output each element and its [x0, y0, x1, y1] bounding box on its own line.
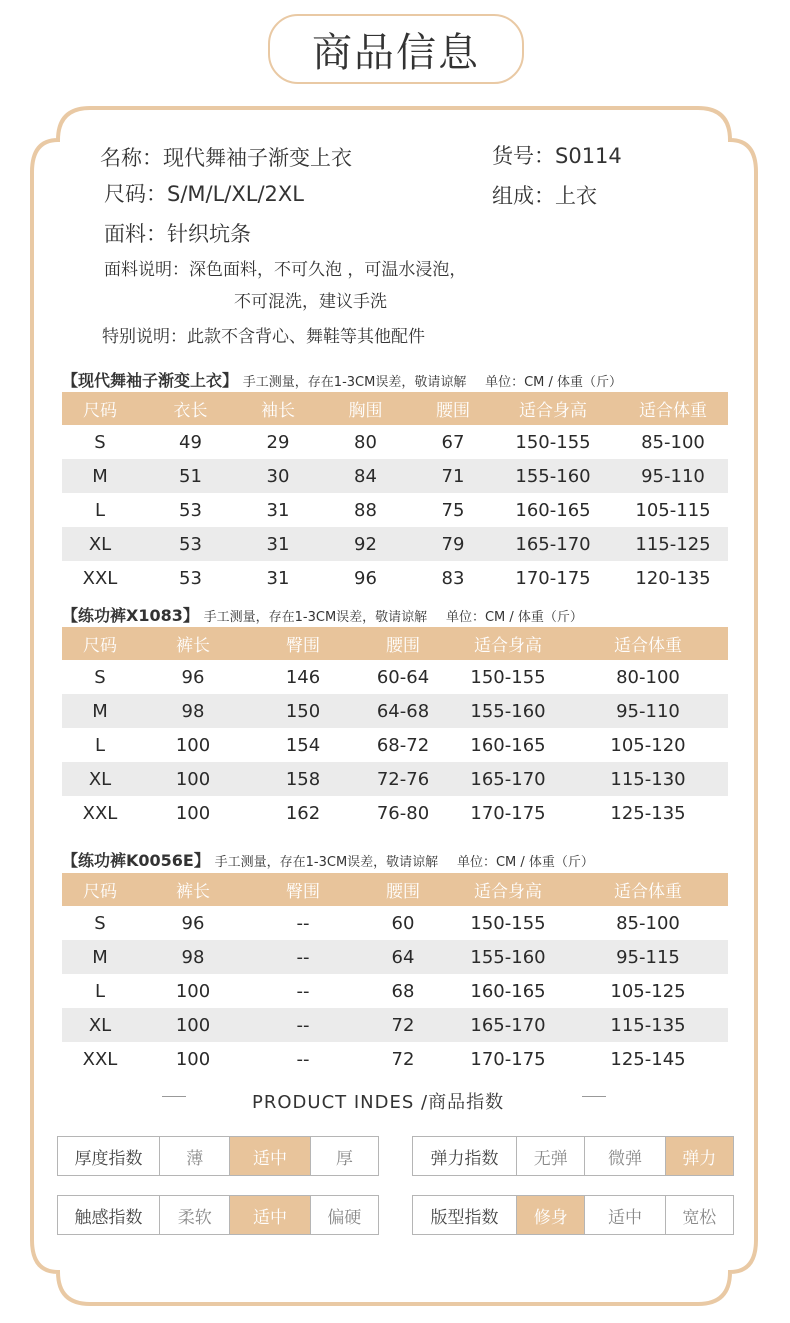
- table-cell: 85-100: [616, 912, 680, 934]
- index-label: 弹力指数: [413, 1137, 517, 1175]
- table-cell: 49: [179, 431, 202, 453]
- size-table-bottom: [62, 873, 728, 1076]
- table-cell: 100: [138, 762, 248, 796]
- index-label: 版型指数: [413, 1196, 517, 1234]
- table-cell: 80-100: [616, 666, 680, 688]
- table-cell: 170-175: [515, 567, 591, 589]
- table-cell: --: [296, 1048, 310, 1070]
- table-1-caption: [62, 368, 622, 391]
- table-cell: 160-165: [470, 734, 546, 756]
- table-cell: 95-115: [568, 940, 728, 974]
- table-cell: 160-165: [515, 499, 591, 521]
- size-list: 尺码：S/M/L/XL/2XL: [104, 182, 304, 206]
- table-cell: 120-135: [635, 567, 711, 589]
- table-cell: M: [62, 940, 138, 974]
- index-label: 厚度指数: [58, 1137, 160, 1175]
- table-3-note: 手工测量，存在1-3CM误差，敬请谅解: [214, 855, 439, 870]
- header-cell: 裤长: [138, 873, 248, 906]
- table-cell: 105-120: [610, 734, 686, 756]
- table-cell: 96: [181, 912, 205, 934]
- table-cell: 98: [138, 694, 248, 728]
- table-3-name: 【练功裤K0056E】: [62, 851, 210, 870]
- table-cell: 154: [285, 734, 321, 756]
- table-cell: 83: [441, 567, 465, 589]
- fit-index: [412, 1195, 734, 1235]
- table-2-name: 【练功裤X1083】: [62, 606, 199, 625]
- index-option-selected: 适中: [230, 1196, 310, 1234]
- header-cell: 尺码: [62, 392, 138, 425]
- table-cell: 100: [175, 802, 211, 824]
- table-row: [62, 660, 728, 694]
- table-row: [62, 906, 728, 940]
- table-cell: S: [94, 912, 106, 934]
- table-3-unit: 单位：CM / 体重（斤）: [456, 855, 594, 870]
- table-row: [62, 974, 728, 1008]
- index-label: 触感指数: [58, 1196, 160, 1234]
- table-cell: 170-175: [470, 1048, 546, 1070]
- table-cell: 115-135: [568, 1008, 728, 1042]
- divider-left: [162, 1096, 186, 1097]
- table-cell: 80: [354, 431, 377, 453]
- table-header: [62, 873, 728, 906]
- table-cell: 100: [138, 1008, 248, 1042]
- index-option: 偏硬: [327, 1207, 362, 1228]
- special-note: 特别说明：此款不含背心、舞鞋等其他配件: [102, 327, 425, 347]
- table-row: [62, 796, 728, 830]
- index-option-selected: 适中: [230, 1137, 310, 1175]
- table-cell: XL: [62, 762, 138, 796]
- product-name: 名称：现代舞袖子渐变上衣: [100, 146, 352, 170]
- header-cell: 适合身高: [448, 627, 568, 660]
- item-number: 货号：S0114: [492, 144, 622, 168]
- header-cell: 胸围: [313, 392, 418, 425]
- table-header: [62, 627, 728, 660]
- table-cell: 115-130: [568, 762, 728, 796]
- table-cell: 150-155: [470, 666, 546, 688]
- table-row: [62, 425, 728, 459]
- page-title: 商品信息: [268, 14, 524, 84]
- table-cell: 158: [248, 762, 358, 796]
- table-cell: XXL: [82, 1048, 118, 1070]
- table-cell: 68: [391, 980, 415, 1002]
- table-cell: 165-170: [448, 1008, 568, 1042]
- table-cell: L: [94, 734, 106, 756]
- table-cell: 170-175: [470, 802, 546, 824]
- table-cell: 105-115: [635, 499, 711, 521]
- table-row: [62, 694, 728, 728]
- table-cell: 100: [175, 734, 211, 756]
- table-1-unit: 单位：CM / 体重（斤）: [485, 375, 623, 390]
- table-header: [62, 392, 728, 425]
- table-cell: 64: [358, 940, 448, 974]
- index-option: 柔软: [160, 1196, 230, 1234]
- table-cell: S: [94, 666, 106, 688]
- header-cell: 尺码: [62, 873, 138, 906]
- table-3-caption: [62, 848, 594, 871]
- table-cell: 72: [358, 1008, 448, 1042]
- table-cell: 85-100: [641, 431, 705, 453]
- table-cell: 60-64: [376, 666, 430, 688]
- table-row: [62, 762, 728, 796]
- index-option: 无弹: [517, 1137, 585, 1175]
- table-cell: 53: [179, 567, 202, 589]
- product-index-title: PRODUCT INDES /商品指数: [252, 1092, 505, 1113]
- table-cell: 150-155: [515, 431, 591, 453]
- table-cell: 105-125: [610, 980, 686, 1002]
- table-cell: 96: [354, 567, 377, 589]
- table-cell: 64-68: [358, 694, 448, 728]
- table-cell: 95-110: [618, 459, 728, 493]
- table-cell: 75: [441, 499, 465, 521]
- table-cell: 155-160: [448, 694, 568, 728]
- table-cell: 29: [266, 431, 290, 453]
- header-cell: 适合体重: [568, 627, 728, 660]
- table-cell: XL: [62, 527, 138, 561]
- table-cell: 115-125: [618, 527, 728, 561]
- thickness-index: [57, 1136, 379, 1176]
- table-cell: 72-76: [358, 762, 448, 796]
- table-cell: 162: [285, 802, 321, 824]
- table-cell: XXL: [82, 567, 118, 589]
- table-row: [62, 1008, 728, 1042]
- table-cell: 150: [248, 694, 358, 728]
- table-cell: 92: [313, 527, 418, 561]
- index-option: 薄: [160, 1137, 230, 1175]
- table-cell: L: [94, 980, 106, 1002]
- table-cell: 155-160: [488, 459, 618, 493]
- table-cell: 31: [243, 527, 313, 561]
- table-cell: 125-145: [610, 1048, 686, 1070]
- header-cell: 衣长: [138, 392, 243, 425]
- table-cell: 76-80: [376, 802, 430, 824]
- table-cell: 88: [354, 499, 377, 521]
- header-cell: 裤长: [138, 627, 248, 660]
- header-cell: 臀围: [248, 873, 358, 906]
- table-cell: 96: [181, 666, 205, 688]
- fabric-note: 面料说明：深色面料，不可久泡 ，可温水浸泡，: [104, 260, 467, 280]
- header-cell: 适合身高: [448, 873, 568, 906]
- header-cell: 适合体重: [568, 873, 728, 906]
- table-cell: M: [62, 459, 138, 493]
- table-cell: L: [94, 499, 106, 521]
- table-cell: 84: [313, 459, 418, 493]
- table-cell: 67: [441, 431, 465, 453]
- table-row: [62, 459, 728, 493]
- table-cell: 68-72: [376, 734, 430, 756]
- index-option: 宽松: [682, 1207, 717, 1228]
- table-cell: 31: [266, 499, 290, 521]
- table-cell: 71: [418, 459, 488, 493]
- header-cell: 腰围: [358, 873, 448, 906]
- table-cell: 160-165: [470, 980, 546, 1002]
- table-cell: M: [62, 694, 138, 728]
- table-1-note: 手工测量，存在1-3CM误差，敬请谅解: [242, 375, 467, 390]
- index-option-selected: 修身: [517, 1196, 585, 1234]
- table-cell: XL: [62, 1008, 138, 1042]
- divider-right: [582, 1096, 606, 1097]
- fabric: 面料：针织坑条: [104, 222, 251, 246]
- index-option-selected: 弹力: [666, 1137, 733, 1175]
- header-cell: 尺码: [62, 627, 138, 660]
- table-cell: 146: [285, 666, 321, 688]
- table-cell: 53: [138, 527, 243, 561]
- header-cell: 臀围: [248, 627, 358, 660]
- table-cell: 155-160: [448, 940, 568, 974]
- fabric-note-cont: 不可混洗，建议手洗: [234, 292, 387, 312]
- table-cell: 95-110: [568, 694, 728, 728]
- table-cell: XXL: [82, 802, 118, 824]
- table-row: [62, 561, 728, 595]
- table-cell: 53: [179, 499, 202, 521]
- table-cell: 100: [175, 980, 211, 1002]
- table-row: [62, 1042, 728, 1076]
- header-cell: 腰围: [358, 627, 448, 660]
- table-2-note: 手工测量，存在1-3CM误差，敬请谅解: [203, 610, 428, 625]
- table-row: [62, 728, 728, 762]
- index-option: 厚: [335, 1148, 353, 1169]
- table-cell: S: [94, 431, 106, 453]
- table-cell: --: [296, 980, 310, 1002]
- table-cell: --: [248, 940, 358, 974]
- table-row: [62, 527, 728, 561]
- table-cell: 150-155: [470, 912, 546, 934]
- composition: 组成：上衣: [492, 184, 597, 208]
- table-cell: --: [296, 912, 310, 934]
- header-cell: 袖长: [243, 392, 313, 425]
- table-cell: --: [248, 1008, 358, 1042]
- table-cell: 100: [175, 1048, 211, 1070]
- header-cell: 适合身高: [488, 392, 618, 425]
- size-table-top: [62, 392, 728, 595]
- index-option: 适中: [585, 1196, 665, 1234]
- table-row: [62, 493, 728, 527]
- table-cell: 98: [138, 940, 248, 974]
- size-table-middle: [62, 627, 728, 830]
- table-cell: 51: [138, 459, 243, 493]
- table-cell: 31: [266, 567, 290, 589]
- table-2-unit: 单位：CM / 体重（斤）: [445, 610, 583, 625]
- elasticity-index: [412, 1136, 734, 1176]
- table-cell: 125-135: [610, 802, 686, 824]
- header-cell: 腰围: [418, 392, 488, 425]
- table-2-caption: [62, 603, 583, 626]
- table-row: [62, 940, 728, 974]
- table-cell: 165-170: [488, 527, 618, 561]
- table-cell: 165-170: [448, 762, 568, 796]
- table-cell: 72: [391, 1048, 415, 1070]
- index-option: 微弹: [585, 1137, 665, 1175]
- table-cell: 60: [391, 912, 415, 934]
- header-cell: 适合体重: [618, 392, 728, 425]
- touch-index: [57, 1195, 379, 1235]
- table-cell: 30: [243, 459, 313, 493]
- table-cell: 79: [418, 527, 488, 561]
- table-1-name: 【现代舞袖子渐变上衣】: [62, 371, 239, 390]
